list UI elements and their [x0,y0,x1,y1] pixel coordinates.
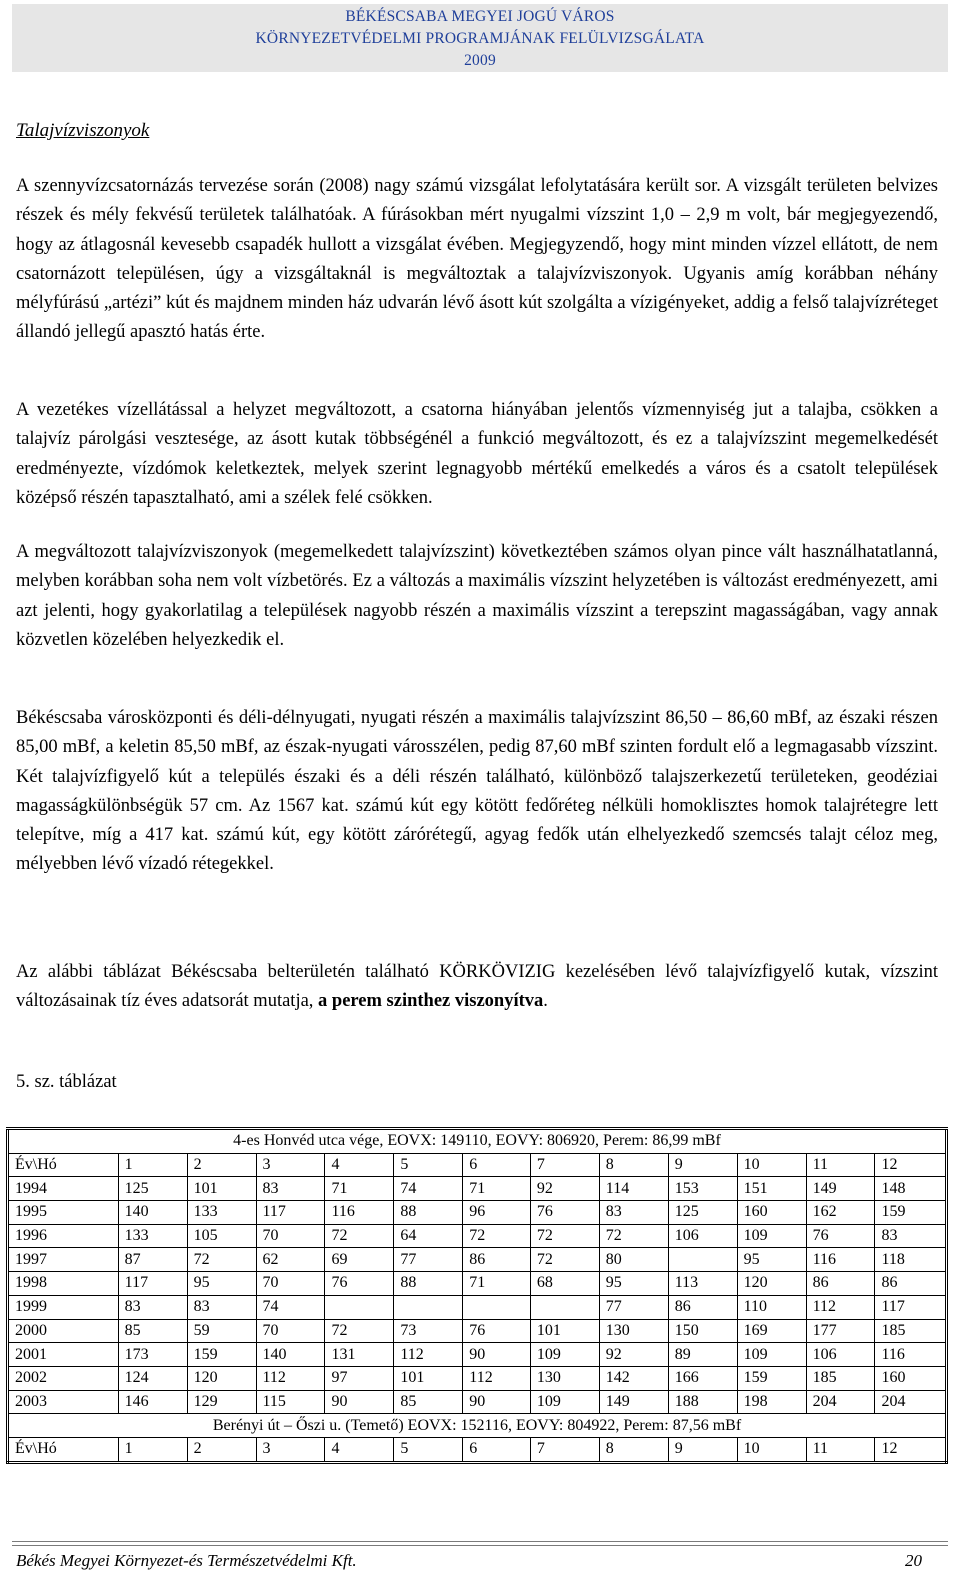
table-cell: 149 [806,1177,875,1201]
paragraph-5-end: . [543,991,548,1012]
row-label-cell: Év\Hó [8,1437,119,1462]
table-cell: 162 [806,1201,875,1225]
table-cell: 160 [875,1366,947,1390]
table-cell: 92 [599,1343,668,1367]
table-cell: 130 [599,1319,668,1343]
header-line-2: KÖRNYEZETVÉDELMI PROGRAMJÁNAK FELÜLVIZSGÁLATA [255,30,705,47]
table-cell: 74 [256,1295,325,1319]
footer-divider [12,1541,948,1542]
table-cell: 117 [875,1295,947,1319]
table-cell: 112 [394,1343,463,1367]
table-cell: 72 [463,1224,531,1248]
section-title: Talajvízviszonyok [16,120,150,141]
table-cell: 153 [668,1177,737,1201]
table-cell: 73 [394,1319,463,1343]
paragraph-4: Békéscsaba városközponti és déli-délnyugati, nyugati részén a maximális talajvízszint 86,50 – 86,60 mBf, az északi részen 85,00 mBf, a keletin 85,50 mBf, az észak-nyugati városszélen, pedig 87,60 mBf szinten fordult elő a legmagasabb vízszint. Két talajvízfigyelő kút a település északi és a déli részén található, különböző talajszerkezetű területeken, geodéziai magasságkülönbségük 57 cm. Az 1567 kat. számú kút egy kötött fedőréteg nélküli homoklisztes homok talajrétegre lett telepítve, míg a 417 kat. számú kút, egy kötött zárórétegű, agyag fedők után elhelyezkedő szemcsés talajt céloz meg, mélyebben lévő vízadó rétegekkel. [16,708,938,875]
table-cell: 105 [187,1224,256,1248]
table-cell: 76 [806,1224,875,1248]
row-label-cell: 1999 [8,1295,119,1319]
table-row [8,1366,947,1390]
table-cell: 72 [599,1224,668,1248]
table-cell: 11 [806,1153,875,1177]
table-cell: 159 [737,1366,806,1390]
table-cell: 71 [463,1177,531,1201]
well-1-title-row [8,1129,947,1154]
table-cell: 89 [668,1343,737,1367]
table-cell: 112 [806,1295,875,1319]
table-cell: 86 [463,1248,531,1272]
table-cell: 169 [737,1319,806,1343]
table-cell: 131 [325,1343,394,1367]
table-cell: 9 [668,1437,737,1462]
page-number: 20 [905,1551,922,1570]
table-cell: 95 [599,1272,668,1296]
table-cell: 76 [325,1272,394,1296]
header-line-3: 2009 [464,52,496,69]
row-label-cell: 1995 [8,1201,119,1225]
table-cell: 83 [256,1177,325,1201]
table-cell: 72 [325,1224,394,1248]
table-cell: 166 [668,1366,737,1390]
table-cell: 159 [187,1343,256,1367]
table-row [8,1390,947,1414]
table-cell [668,1248,737,1272]
table-cell: 142 [599,1366,668,1390]
table-cell: 83 [875,1224,947,1248]
table-cell: 130 [530,1366,599,1390]
table-cell: 70 [256,1224,325,1248]
table-cell: 70 [256,1319,325,1343]
table-cell: 72 [530,1224,599,1248]
well-2-title-row [8,1414,947,1438]
table-cell: 120 [737,1272,806,1296]
table-cell: 177 [806,1319,875,1343]
row-label-cell: 1997 [8,1248,119,1272]
table-cell: 150 [668,1319,737,1343]
paragraph-2: A vezetékes vízellátással a helyzet megváltozott, a csatorna hiányában jelentős vízmennyiség jut a talajba, csökken a talajvíz párolgási vesztesége, az ásott kutak többségénél a funkció megváltozott, és ez a talajvízszint megemelkedését eredményezte, vízdómok keletkeztek, melyek szerint legnagyobb mértékű emelkedés a város és a csatolt települések középső részén tapasztalható, ami a szélek felé csökken. [16,400,938,508]
table-cell: 113 [668,1272,737,1296]
table-cell: 59 [187,1319,256,1343]
table-cell: 116 [325,1201,394,1225]
table-cell: 72 [187,1248,256,1272]
table-cell: 77 [599,1295,668,1319]
footer-divider-2 [12,1545,948,1546]
table-cell: 7 [530,1437,599,1462]
table-cell: 149 [599,1390,668,1414]
table-cell: 1 [118,1437,187,1462]
table-cell: 11 [806,1437,875,1462]
table-cell: 83 [187,1295,256,1319]
table-cell: 112 [463,1366,531,1390]
table-cell: 114 [599,1177,668,1201]
table-cell: 120 [187,1366,256,1390]
table-cell: 185 [806,1366,875,1390]
table-cell: 110 [737,1295,806,1319]
table-cell: 88 [394,1272,463,1296]
table-cell: 90 [463,1343,531,1367]
table-cell: 3 [256,1437,325,1462]
table-cell: 8 [599,1153,668,1177]
table-cell: 70 [256,1272,325,1296]
table-cell: 173 [118,1343,187,1367]
table-cell: 95 [737,1248,806,1272]
table-cell: 12 [875,1437,947,1462]
table-cell: 5 [394,1437,463,1462]
row-label-cell: Év\Hó [8,1153,119,1177]
table-cell: 116 [875,1343,947,1367]
water-level-table [6,1127,948,1464]
table-header-row [8,1153,947,1177]
table-cell: 9 [668,1153,737,1177]
table-cell: 5 [394,1153,463,1177]
table-row [8,1319,947,1343]
table-cell [463,1295,531,1319]
table-cell: 140 [256,1343,325,1367]
table-cell: 115 [256,1390,325,1414]
table-cell: 72 [530,1248,599,1272]
table-cell: 204 [806,1390,875,1414]
table-cell: 92 [530,1177,599,1201]
table-row [8,1177,947,1201]
table-cell: 83 [118,1295,187,1319]
table-cell: 198 [737,1390,806,1414]
table-cell: 101 [530,1319,599,1343]
table-row [8,1343,947,1367]
table-cell: 96 [463,1201,531,1225]
table-cell: 76 [463,1319,531,1343]
table-cell: 2 [187,1437,256,1462]
table-cell: 71 [325,1177,394,1201]
table-cell: 4 [325,1437,394,1462]
table-cell: 6 [463,1153,531,1177]
table-cell: 125 [118,1177,187,1201]
row-label-cell: 2001 [8,1343,119,1367]
table-cell: 77 [394,1248,463,1272]
table-cell [325,1295,394,1319]
table-cell: 74 [394,1177,463,1201]
table-cell: 80 [599,1248,668,1272]
table-cell: 85 [118,1319,187,1343]
table-caption: 5. sz. táblázat [16,1072,117,1092]
row-label-cell: 2003 [8,1390,119,1414]
table-cell: 4 [325,1153,394,1177]
table-cell: 106 [668,1224,737,1248]
table-cell: 83 [599,1201,668,1225]
table-cell: 12 [875,1153,947,1177]
paragraph-5-text: Az alábbi táblázat Békéscsaba belterületén található KÖRKÖVIZIG kezelésében lévő talajvízfigyelő kutak, vízszint változásainak tíz éves adatsorát mutatja, [16,962,938,1012]
table-cell: 10 [737,1437,806,1462]
table-cell: 71 [463,1272,531,1296]
table-row [8,1248,947,1272]
table-row [8,1224,947,1248]
table-cell: 90 [463,1390,531,1414]
table-cell: 101 [394,1366,463,1390]
table-cell: 124 [118,1366,187,1390]
table-cell: 146 [118,1390,187,1414]
table-cell: 72 [325,1319,394,1343]
table-cell: 185 [875,1319,947,1343]
table-cell [530,1295,599,1319]
table-cell: 160 [737,1201,806,1225]
table-cell: 69 [325,1248,394,1272]
footer-company: Békés Megyei Környezet-és Természetvédelmi Kft. [16,1551,357,1570]
table-cell: 109 [530,1343,599,1367]
table-cell: 86 [875,1272,947,1296]
table-cell: 88 [394,1201,463,1225]
table-cell: 87 [118,1248,187,1272]
table-cell: 159 [875,1201,947,1225]
table-row [8,1272,947,1296]
row-label-cell: 2002 [8,1366,119,1390]
table-cell: 118 [875,1248,947,1272]
row-label-cell: 1996 [8,1224,119,1248]
table-cell: 204 [875,1390,947,1414]
page-header [12,4,948,72]
table-cell: 3 [256,1153,325,1177]
row-label-cell: 1998 [8,1272,119,1296]
table-cell: 97 [325,1366,394,1390]
well-2-title-row-cell: Berényi út – Őszi u. (Temető) EOVX: 152116, EOVY: 804922, Perem: 87,56 mBf [8,1414,947,1438]
table-cell: 8 [599,1437,668,1462]
table-cell: 117 [256,1201,325,1225]
table-cell: 148 [875,1177,947,1201]
table-cell: 117 [118,1272,187,1296]
row-label-cell: 2000 [8,1319,119,1343]
table-cell: 86 [668,1295,737,1319]
table-cell: 109 [530,1390,599,1414]
table-cell: 151 [737,1177,806,1201]
well-1-title-row-cell: 4-es Honvéd utca vége, EOVX: 149110, EOVY: 806920, Perem: 86,99 mBf [8,1129,947,1154]
table-row [8,1295,947,1319]
table-cell: 6 [463,1437,531,1462]
table-cell: 109 [737,1343,806,1367]
table-cell [394,1295,463,1319]
table-cell: 133 [187,1201,256,1225]
row-label-cell: 1994 [8,1177,119,1201]
table-cell: 188 [668,1390,737,1414]
table-row [8,1201,947,1225]
table-cell: 64 [394,1224,463,1248]
paragraph-1: A szennyvízcsatornázás tervezése során (2008) nagy számú vizsgálat lefolytatására került sor. A vizsgált területen belvizes részek és mély fekvésű területek találhatóak. A fúrásokban mért nyugalmi vízszint 1,0 – 2,9 m volt, bár megjegyezendő, hogy az átlagosnál kevesebb csapadék hullott a vizsgálat évében. Megjegyzendő, hogy mint minden vízzel ellátott, de nem csatornázott településen, úgy a vizsgáltaknál is megváltoztak a talajvízviszonyok. Ugyanis amíg korábban néhány mélyfúrású „artézi” kút és majdnem minden ház udvarán lévő ásott kút szolgálta a vízigényeket, addig a felső talajvízréteget állandó jellegű apasztó hatás érte. [16,176,938,343]
table-cell: 140 [118,1201,187,1225]
table-cell: 85 [394,1390,463,1414]
table-cell: 125 [668,1201,737,1225]
table-cell: 7 [530,1153,599,1177]
header-line-1: BÉKÉSCSABA MEGYEI JOGÚ VÁROS [345,8,615,25]
paragraph-5 [16,958,938,1017]
table-cell: 112 [256,1366,325,1390]
table-cell: 2 [187,1153,256,1177]
table-cell: 68 [530,1272,599,1296]
table-header-row-2 [8,1437,947,1462]
table-cell: 133 [118,1224,187,1248]
paragraph-5-bold: a perem szinthez viszonyítva [318,991,544,1012]
table-cell: 95 [187,1272,256,1296]
table-cell: 90 [325,1390,394,1414]
table-cell: 62 [256,1248,325,1272]
table-cell: 129 [187,1390,256,1414]
table-cell: 1 [118,1153,187,1177]
table-cell: 116 [806,1248,875,1272]
table-cell: 101 [187,1177,256,1201]
table-cell: 86 [806,1272,875,1296]
table-cell: 109 [737,1224,806,1248]
table-cell: 10 [737,1153,806,1177]
table-cell: 106 [806,1343,875,1367]
paragraph-3: A megváltozott talajvízviszonyok (megemelkedett talajvízszint) következtében számos olyan pince vált használhatatlanná, melyben korábban soha nem volt vízbetörés. Ez a változás a maximális vízszint helyzetében is változást eredményezett, ami azt jelenti, hogy gyakorlatilag a települések nagyobb részén a maximális vízszint a terepszint magasságában, vagy annak közvetlen közelében helyezkedik el. [16,542,938,650]
table-cell: 76 [530,1201,599,1225]
